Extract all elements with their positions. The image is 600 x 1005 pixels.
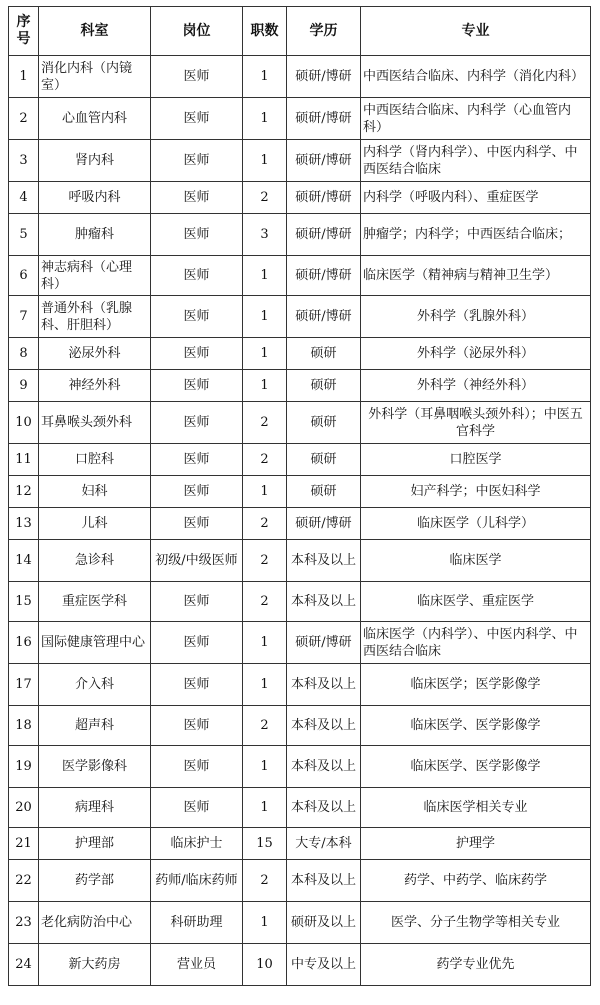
cell-index: 11 [9,444,39,476]
cell-count: 1 [243,622,287,664]
cell-department: 医学影像科 [39,746,151,788]
cell-department: 老化病防治中心 [39,902,151,944]
cell-index: 19 [9,746,39,788]
cell-major: 内科学（呼吸内科）、重症医学 [361,182,591,214]
cell-major: 临床医学；医学影像学 [361,664,591,706]
cell-index: 24 [9,944,39,986]
header-index: 序号 [9,7,39,56]
cell-count: 1 [243,370,287,402]
cell-index: 5 [9,214,39,256]
cell-index: 12 [9,476,39,508]
cell-index: 23 [9,902,39,944]
cell-position: 医师 [151,370,243,402]
cell-count: 1 [243,296,287,338]
cell-position: 临床护士 [151,828,243,860]
cell-education: 硕研 [287,338,361,370]
cell-major: 临床医学（儿科学） [361,508,591,540]
cell-major: 临床医学、医学影像学 [361,746,591,788]
cell-education: 硕研 [287,444,361,476]
cell-index: 7 [9,296,39,338]
cell-count: 1 [243,98,287,140]
cell-position: 医师 [151,444,243,476]
cell-department: 口腔科 [39,444,151,476]
table-row [9,182,591,214]
cell-count: 1 [243,664,287,706]
cell-major: 口腔医学 [361,444,591,476]
cell-position: 医师 [151,338,243,370]
cell-department: 急诊科 [39,540,151,582]
cell-department: 儿科 [39,508,151,540]
cell-department: 药学部 [39,860,151,902]
table-row [9,706,591,746]
cell-position: 医师 [151,706,243,746]
cell-count: 2 [243,182,287,214]
table-row [9,296,591,338]
header-row [9,7,591,56]
cell-count: 1 [243,338,287,370]
cell-major: 药学、中药学、临床药学 [361,860,591,902]
cell-count: 2 [243,508,287,540]
cell-education: 本科及以上 [287,706,361,746]
table-row [9,944,591,986]
cell-index: 4 [9,182,39,214]
cell-major: 妇产科学；中医妇科学 [361,476,591,508]
cell-education: 硕研/博研 [287,56,361,98]
cell-count: 10 [243,944,287,986]
cell-major: 医学、分子生物学等相关专业 [361,902,591,944]
cell-count: 3 [243,214,287,256]
cell-index: 2 [9,98,39,140]
header-major: 专业 [361,7,591,56]
cell-major: 临床医学（精神病与精神卫生学） [361,256,591,296]
cell-count: 2 [243,444,287,476]
cell-count: 2 [243,540,287,582]
cell-count: 2 [243,706,287,746]
cell-major: 临床医学相关专业 [361,788,591,828]
cell-index: 18 [9,706,39,746]
cell-major: 护理学 [361,828,591,860]
cell-education: 硕研 [287,370,361,402]
cell-index: 22 [9,860,39,902]
recruitment-table [8,6,591,986]
cell-major: 中西医结合临床、内科学（心血管内科） [361,98,591,140]
cell-major: 外科学（乳腺外科） [361,296,591,338]
cell-department: 神志病科（心理科） [39,256,151,296]
cell-major: 临床医学（内科学）、中医内科学、中西医结合临床 [361,622,591,664]
cell-index: 1 [9,56,39,98]
cell-index: 10 [9,402,39,444]
cell-position: 医师 [151,98,243,140]
cell-department: 超声科 [39,706,151,746]
cell-position: 医师 [151,402,243,444]
cell-position: 营业员 [151,944,243,986]
cell-department: 新大药房 [39,944,151,986]
cell-education: 硕研/博研 [287,214,361,256]
cell-position: 医师 [151,296,243,338]
table-row [9,582,591,622]
cell-department: 护理部 [39,828,151,860]
cell-count: 1 [243,746,287,788]
table-row [9,256,591,296]
cell-education: 本科及以上 [287,540,361,582]
cell-department: 消化内科（内镜室） [39,56,151,98]
cell-position: 医师 [151,214,243,256]
cell-position: 医师 [151,256,243,296]
table-row [9,402,591,444]
header-education: 学历 [287,7,361,56]
table-row [9,476,591,508]
header-count: 职数 [243,7,287,56]
table-row [9,338,591,370]
cell-department: 肾内科 [39,140,151,182]
cell-department: 国际健康管理中心 [39,622,151,664]
table-row [9,788,591,828]
cell-department: 重症医学科 [39,582,151,622]
cell-education: 本科及以上 [287,746,361,788]
cell-major: 临床医学、重症医学 [361,582,591,622]
cell-education: 本科及以上 [287,788,361,828]
cell-major: 外科学（泌尿外科） [361,338,591,370]
cell-count: 1 [243,902,287,944]
cell-education: 本科及以上 [287,582,361,622]
cell-education: 硕研/博研 [287,182,361,214]
cell-education: 大专/本科 [287,828,361,860]
cell-department: 神经外科 [39,370,151,402]
cell-count: 15 [243,828,287,860]
table-row [9,860,591,902]
cell-department: 泌尿外科 [39,338,151,370]
cell-education: 硕研 [287,402,361,444]
cell-major: 中西医结合临床、内科学（消化内科） [361,56,591,98]
table-row [9,444,591,476]
cell-department: 呼吸内科 [39,182,151,214]
cell-education: 硕研 [287,476,361,508]
cell-position: 医师 [151,508,243,540]
cell-education: 本科及以上 [287,664,361,706]
cell-department: 普通外科（乳腺科、肝胆科） [39,296,151,338]
table-row [9,622,591,664]
cell-index: 3 [9,140,39,182]
cell-department: 妇科 [39,476,151,508]
table-row [9,370,591,402]
table-row [9,508,591,540]
cell-position: 医师 [151,746,243,788]
cell-major: 外科学（神经外科） [361,370,591,402]
cell-count: 2 [243,582,287,622]
cell-education: 硕研/博研 [287,622,361,664]
cell-position: 医师 [151,788,243,828]
cell-index: 21 [9,828,39,860]
cell-position: 医师 [151,182,243,214]
cell-position: 医师 [151,622,243,664]
cell-index: 9 [9,370,39,402]
cell-major: 外科学（耳鼻咽喉头颈外科）；中医五官科学 [361,402,591,444]
header-department: 科室 [39,7,151,56]
cell-education: 中专及以上 [287,944,361,986]
cell-major: 内科学（肾内科学）、中医内科学、中西医结合临床 [361,140,591,182]
cell-department: 病理科 [39,788,151,828]
cell-index: 16 [9,622,39,664]
cell-position: 药师/临床药师 [151,860,243,902]
table-row [9,828,591,860]
cell-index: 14 [9,540,39,582]
cell-position: 医师 [151,140,243,182]
cell-education: 硕研及以上 [287,902,361,944]
cell-index: 17 [9,664,39,706]
cell-count: 2 [243,860,287,902]
cell-position: 科研助理 [151,902,243,944]
table-row [9,56,591,98]
cell-education: 本科及以上 [287,860,361,902]
cell-count: 1 [243,476,287,508]
cell-position: 医师 [151,476,243,508]
cell-count: 1 [243,256,287,296]
table-body [9,56,591,986]
table-row [9,98,591,140]
cell-index: 13 [9,508,39,540]
cell-count: 2 [243,402,287,444]
cell-department: 肿瘤科 [39,214,151,256]
cell-index: 6 [9,256,39,296]
cell-index: 20 [9,788,39,828]
cell-department: 耳鼻喉头颈外科 [39,402,151,444]
cell-position: 医师 [151,664,243,706]
cell-education: 硕研/博研 [287,508,361,540]
cell-position: 医师 [151,56,243,98]
cell-major: 肿瘤学；内科学；中西医结合临床； [361,214,591,256]
cell-count: 1 [243,140,287,182]
cell-education: 硕研/博研 [287,296,361,338]
table-row [9,902,591,944]
table-row [9,746,591,788]
cell-major: 药学专业优先 [361,944,591,986]
header-position: 岗位 [151,7,243,56]
table-row [9,540,591,582]
cell-index: 8 [9,338,39,370]
cell-index: 15 [9,582,39,622]
cell-position: 初级/中级医师 [151,540,243,582]
cell-count: 1 [243,56,287,98]
cell-department: 介入科 [39,664,151,706]
cell-education: 硕研/博研 [287,256,361,296]
cell-education: 硕研/博研 [287,98,361,140]
cell-major: 临床医学 [361,540,591,582]
cell-position: 医师 [151,582,243,622]
table-row [9,664,591,706]
table-row [9,140,591,182]
table-row [9,214,591,256]
cell-department: 心血管内科 [39,98,151,140]
cell-education: 硕研/博研 [287,140,361,182]
cell-major: 临床医学、医学影像学 [361,706,591,746]
cell-count: 1 [243,788,287,828]
